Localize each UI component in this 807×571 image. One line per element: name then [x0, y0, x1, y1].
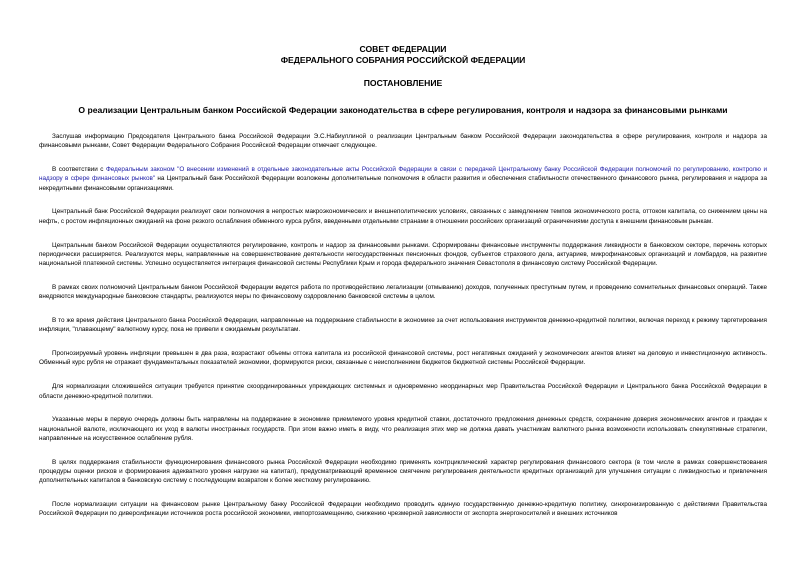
document-body — [39, 132, 767, 519]
paragraph: Заслушав информацию Председателя Центрального банка Российской Федерации Э.С.Набиуллиной о реализации Центральным банком Российской Федерации законодательства в сфере регулирования, контроля и надзора за финансовыми рынками, Совет Федерации Федерального Собрания Российской Федерации отмечает следующее. — [39, 133, 767, 150]
paragraph: Прогнозируемый уровень инфляции превышен в два раза, возрастают объемы оттока капитала из российской финансовой системы, рост негативных ожиданий у экономических агентов влияет на деловую и инвестиционную активность. Обменный курс рубля не отражает фундаментальных показателей экономики, формируются риски, связанные с неисполнением бюджетов бюджетной системы Российской Федерации. — [39, 350, 767, 367]
paragraph: Указанные меры в первую очередь должны быть направлены на поддержание в экономике приемлемого уровня кредитной ставки, достаточного предложения денежных средств, сохранение доверия экономических агентов и граждан к национальной валюте, исключающего их уход в валюты иностранных государств. При этом важно иметь в виду, что реализация этих мер не должна давать участникам валютного рынка возможности использовать спекулятивные стратегии, направленные на искусственное ослабление рубля. — [39, 416, 767, 442]
federal-law-link[interactable]: Федеральным законом "О внесении изменений в отдельные законодательные акты Российской Федерации в связи с передачей Центральному банку Российской Федерации полномочий по регулированию, контролю и надзору в сфере финансовых рынков" — [39, 166, 767, 183]
paragraph: Центральным банком Российской Федерации осуществляются регулирование, контроль и надзор за финансовыми рынками. Сформированы финансовые инструменты поддержания ликвидности в банковском секторе, перечень которых периодически расширяется. Реализуются меры, направленные на совершенствование деятельности негосударственных пенсионных фондов, субъектов страхового дела, актуариев, микрофинансовых организаций и ломбардов, на развитие национальной платежной системы. Успешно осуществляется интеграция финансовой системы Республики Крым и города федерального значения Севастополя в финансовую систему Российской Федерации. — [39, 241, 767, 268]
paragraph-text: В соответствии с — [52, 166, 106, 174]
paragraph: Центральный банк Российской Федерации реализует свои полномочия в непростых макроэкономических и внешнеполитических условиях, связанных с замедлением темпов экономического роста, оттоком капитала, со снижением цены на нефть, с ростом инфляционных ожиданий на фоне резкого ослабления обменного курса рубля, введенными отдельными странами в отношении российских организаций ограничениями доступа к внешним финансовым рынкам. — [39, 208, 767, 225]
paragraph-text: на Центральный банк Российской Федерации возложены дополнительные полномочия в области развития и обеспечения стабильности отечественного финансового рынка, регулирования и надзора за некредитными финансовыми организациями. — [39, 175, 767, 192]
paragraph: В целях поддержания стабильности функционирования финансового рынка Российской Федерации необходимо применять контрциклический характер регулирования финансового сектора (в том числе в рамках совершенствования процедуры оценки рисков и формирования адекватного уровня нагрузки на капитал), предусматривающий временное смягчение регулирования деятельности кредитных организаций для улучшения ситуации с ликвидностью и привлечения дополнительных капиталов в банковскую систему с последующим возвратом к более жесткому регулированию. — [39, 458, 767, 485]
paragraph-with-link — [39, 165, 767, 193]
header-doc-type: ПОСТАНОВЛЕНИЕ — [363, 78, 443, 88]
paragraph: В то же время действия Центрального банка Российской Федерации, направленные на поддержание стабильности в экономике за счет использования инструментов денежно-кредитной политики, включая переход к режиму таргетирования инфляции, "плавающему" валютному курсу, пока не привели к ожидаемым результатам. — [39, 317, 767, 334]
paragraph: Для нормализации сложившейся ситуации требуется принятие скоординированных упреждающих системных и одновременно неординарных мер Правительства Российской Федерации и Центрального банка Российской Федерации в области денежно-кредитной политики. — [39, 383, 767, 400]
paragraph: В рамках своих полномочий Центральным банком Российской Федерации ведется работа по противодействию легализации (отмыванию) доходов, полученных преступным путем, и проведению сомнительных финансовых операций. Также внедряются международные банковские стандарты, реализуются меры по финансовому оздоровлению банковской системы в целом. — [39, 283, 767, 301]
header-council: СОВЕТ ФЕДЕРАЦИИ — [359, 44, 447, 54]
header-assembly: ФЕДЕРАЛЬНОГО СОБРАНИЯ РОССИЙСКОЙ ФЕДЕРАЦИИ — [280, 55, 526, 65]
paragraph: После нормализации ситуации на финансовом рынке Центральному банку Российской Федерации необходимо проводить единую государственную денежно-кредитную политику, синхронизированную с действиями Правительства Российской Федерации по диверсификации источников роста российской экономики, импортозамещению, снижению чрезмерной зависимости от экспорта энергоносителей и внешних источников — [39, 501, 767, 518]
document-title: О реализации Центральным банком Российской Федерации законодательства в сфере регулирования, контроля и надзора за финансовыми рынками — [78, 105, 728, 115]
